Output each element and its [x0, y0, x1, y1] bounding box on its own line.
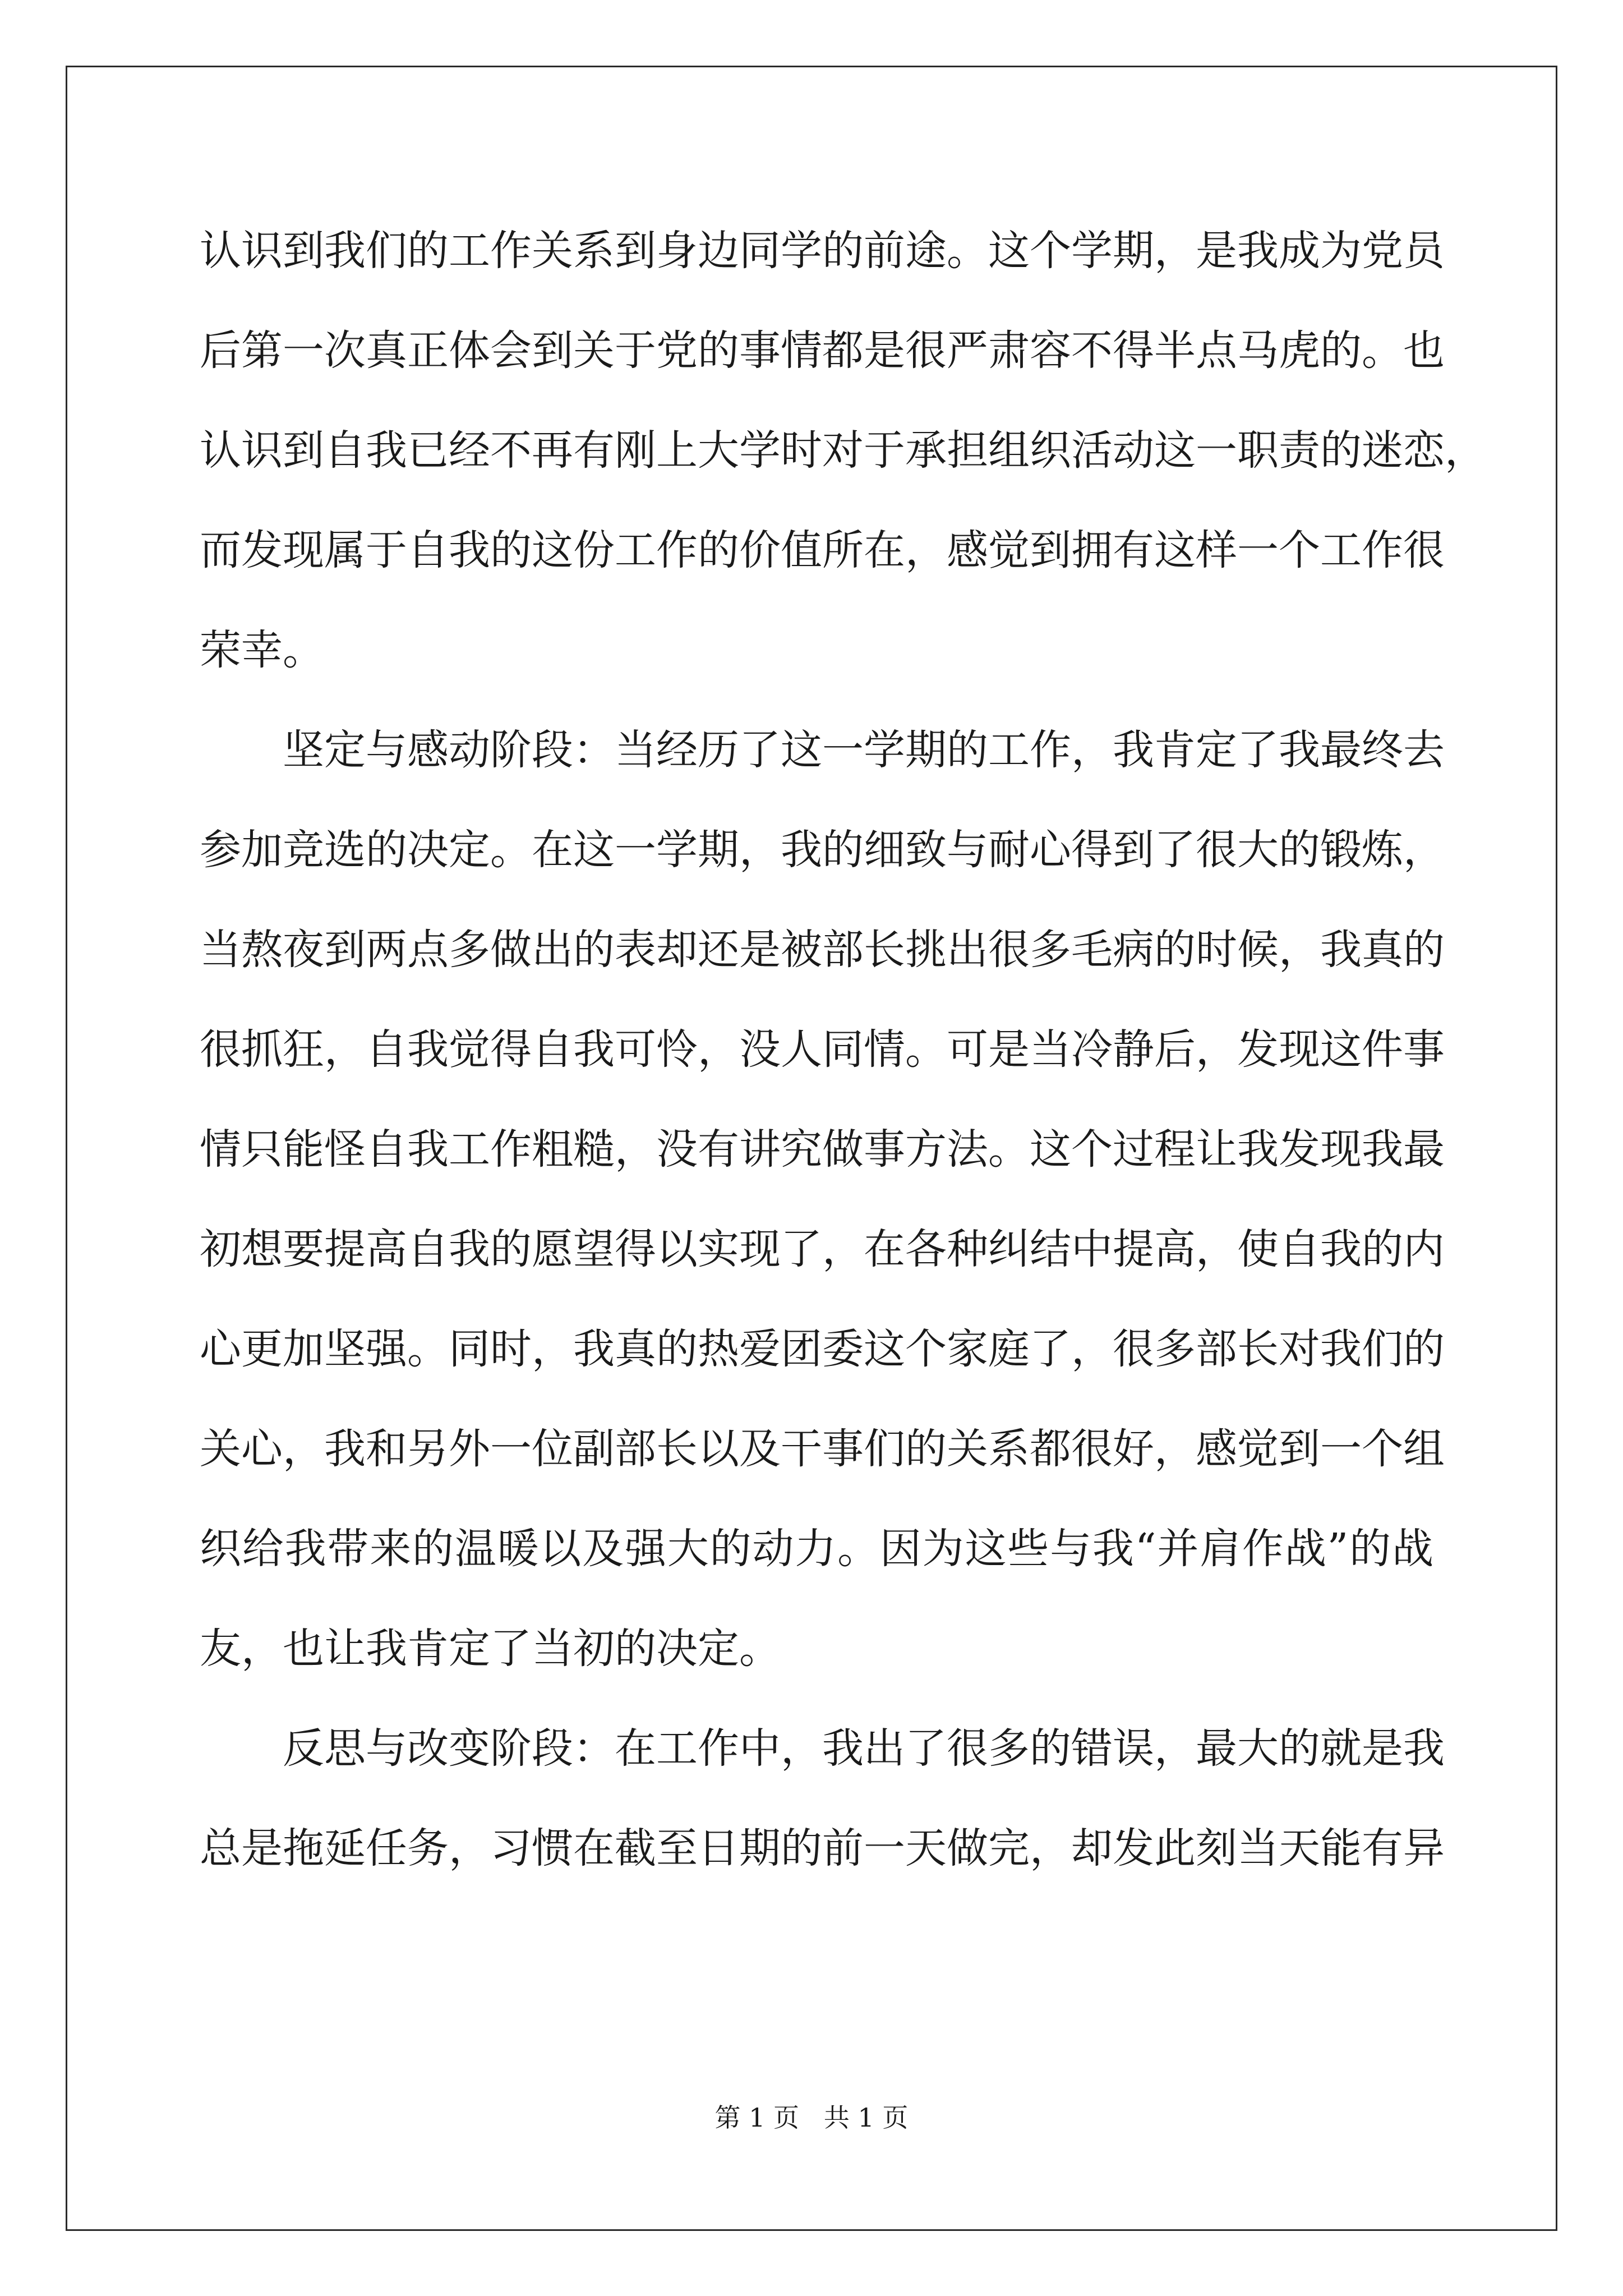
text-line: 关心，我和另外一位副部长以及干事们的关系都很好，感觉到一个组: [200, 1425, 1445, 1473]
text-line: 参加竞选的决定。在这一学期，我的细致与耐心得到了很大的锻炼，: [200, 826, 1445, 874]
page-footer: 第 1 页 共 1 页: [714, 2102, 909, 2133]
text-line: 总是拖延任务，习惯在截至日期的前一天做完，却发此刻当天能有异: [200, 1824, 1445, 1872]
text-line: 当熬夜到两点多做出的表却还是被部长挑出很多毛病的时候，我真的: [200, 926, 1445, 974]
text-line: 而发现属于自我的这份工作的价值所在，感觉到拥有这样一个工作很: [200, 526, 1445, 574]
text-line: 后第一次真正体会到关于党的事情都是很严肃容不得半点马虎的。也: [200, 326, 1445, 375]
text-line: 织给我带来的温暖以及强大的动力。因为这些与我“并肩作战”的战: [200, 1525, 1433, 1573]
document-body: [200, 218, 1486, 1915]
text-line: 认识到我们的工作关系到身边同学的前途。这个学期，是我成为党员: [200, 227, 1445, 275]
text-line: 很抓狂，自我觉得自我可怜，没人同情。可是当冷静后，发现这件事: [200, 1025, 1445, 1074]
text-line: 认识到自我已经不再有刚上大学时对于承担组织活动这一职责的迷恋，: [200, 426, 1486, 475]
text-line: 荣幸。: [200, 626, 324, 674]
paragraph-first-line: 反思与改变阶段：在工作中，我出了很多的错误，最大的就是我: [283, 1724, 1445, 1773]
text-line: 情只能怪自我工作粗糙，没有讲究做事方法。这个过程让我发现我最: [200, 1125, 1445, 1174]
text-line: 初想要提高自我的愿望得以实现了，在各种纠结中提高，使自我的内: [200, 1225, 1445, 1273]
text-line: 心更加坚强。同时，我真的热爱团委这个家庭了，很多部长对我们的: [200, 1325, 1445, 1373]
paragraph-first-line: 坚定与感动阶段：当经历了这一学期的工作，我肯定了我最终去: [283, 726, 1445, 774]
text-line: 友，也让我肯定了当初的决定。: [200, 1625, 781, 1673]
